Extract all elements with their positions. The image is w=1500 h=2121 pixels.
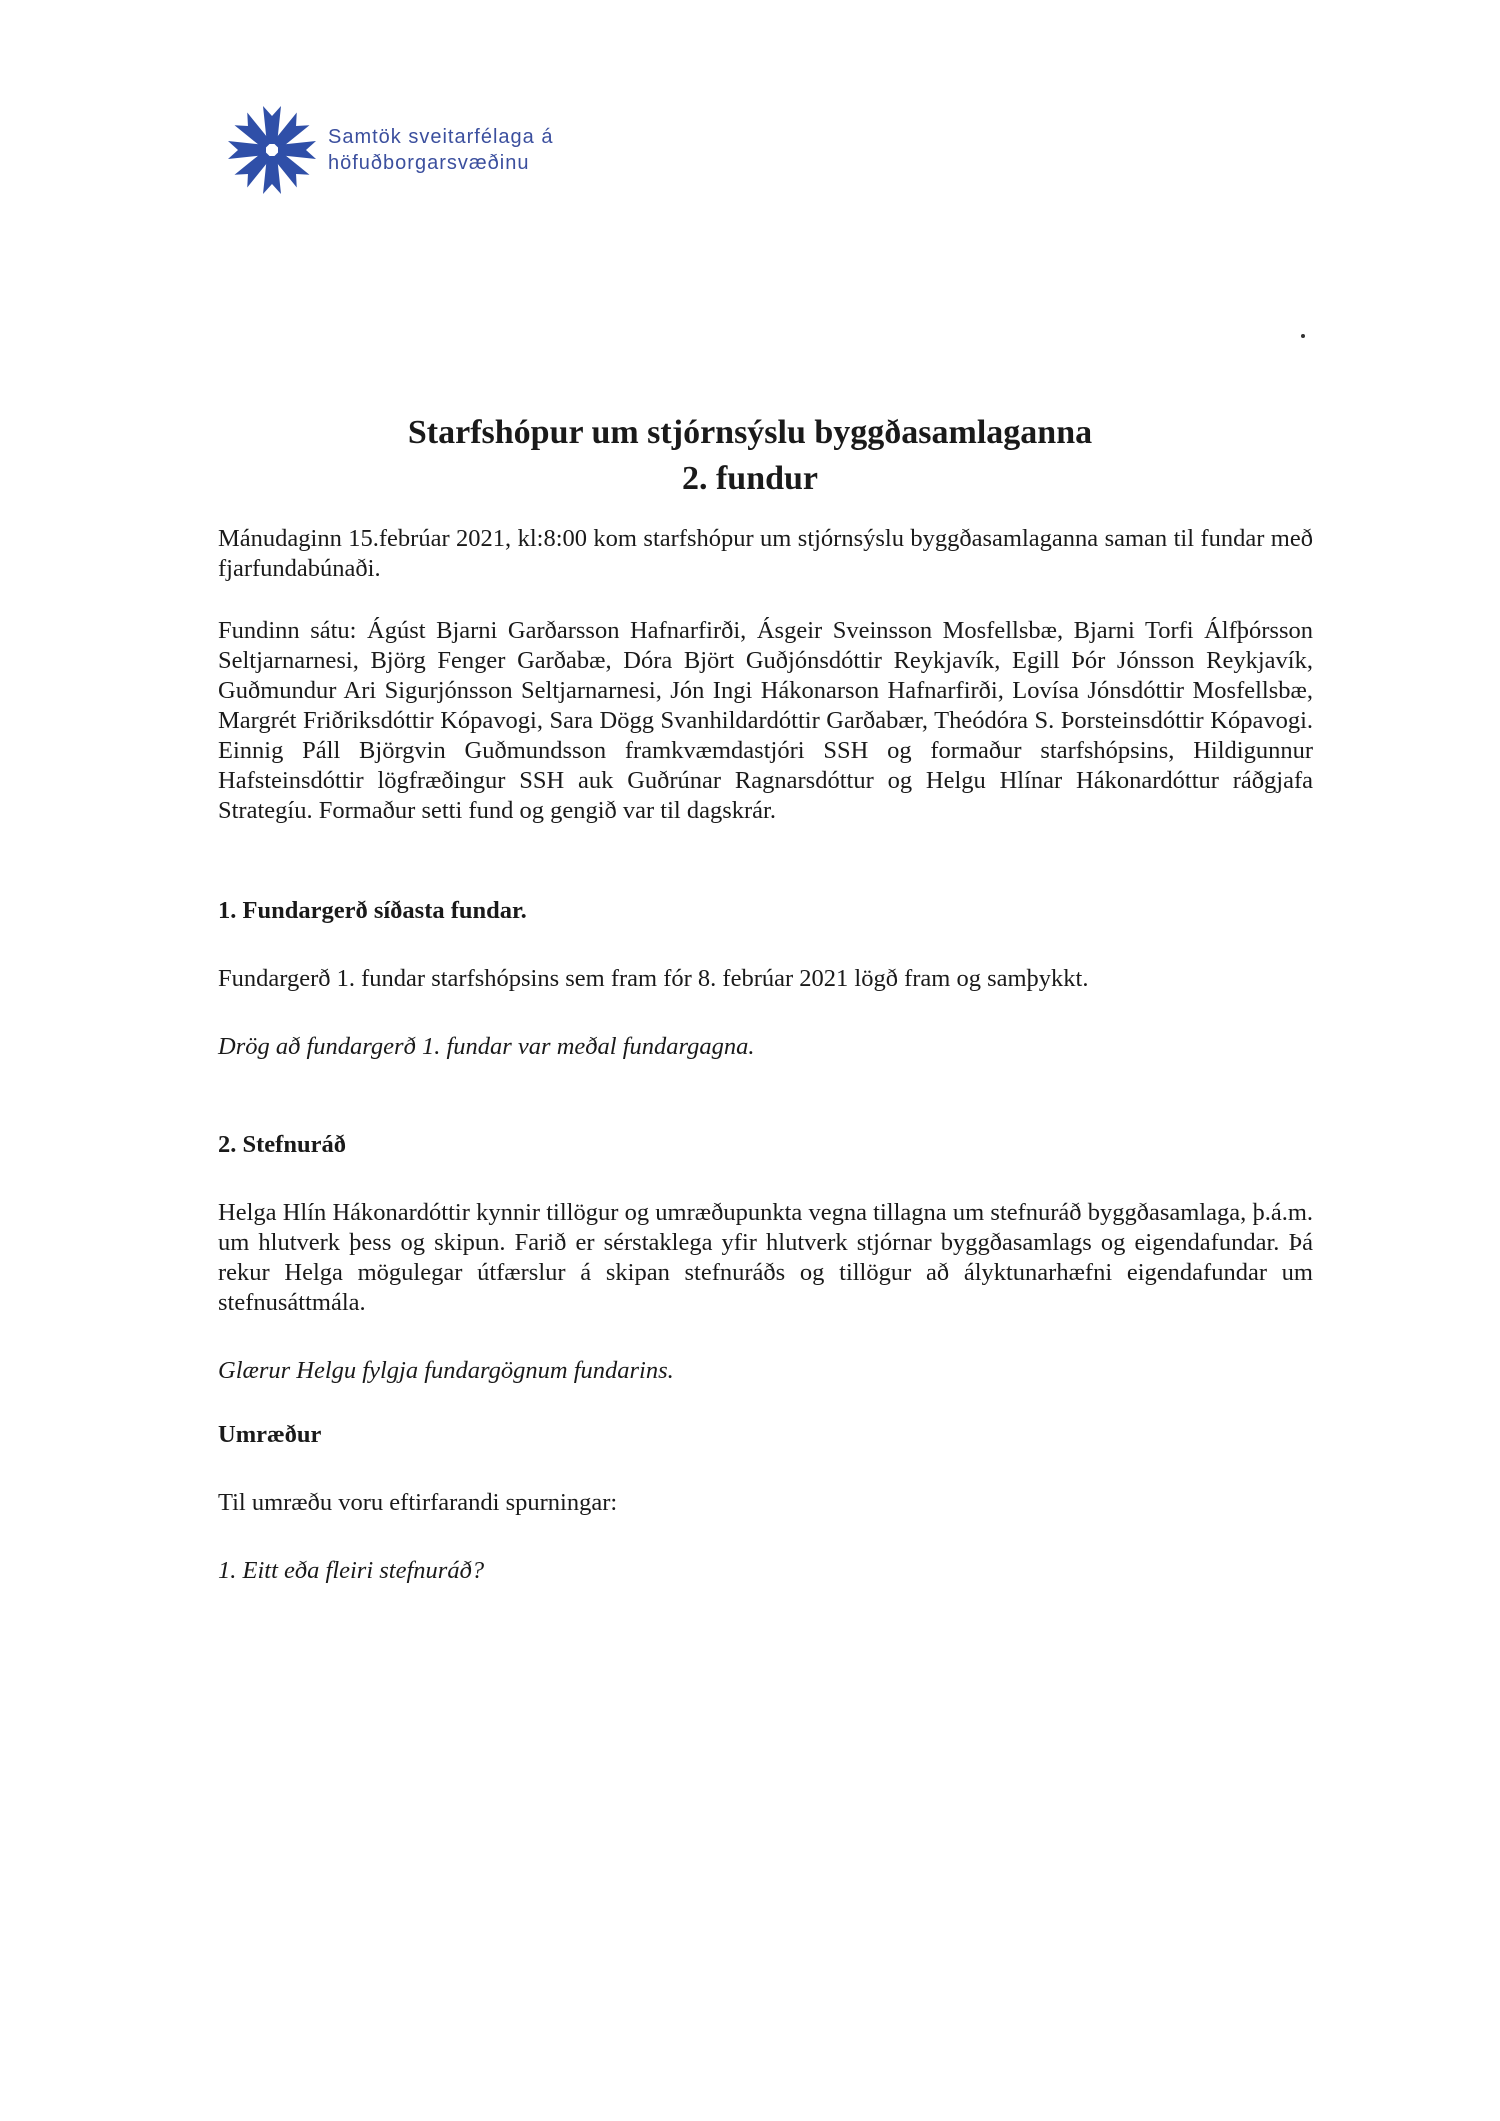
title-line2: 2. fundur (681, 460, 819, 497)
section2-note: Glærur Helgu fylgja fundargögnum fundarins. (218, 1357, 674, 1384)
section1-text: Fundargerð 1. fundar starfshópsins sem fram fór 8. febrúar 2021 lögð fram og samþykkt. (218, 965, 1089, 992)
org-name (328, 124, 553, 176)
org-logo (222, 100, 553, 200)
document-body (218, 524, 1313, 1586)
org-name-line1: Samtök sveitarfélaga á (328, 126, 554, 148)
question-item: 1. Eitt eða fleiri stefnuráð? (218, 1557, 485, 1584)
section2-text: Helga Hlín Hákonardóttir kynnir tillögur og umræðupunkta vegna tillagna um stefnuráð byggðasamlaga, þ.á.m. um hlutverk þess og skipun. Farið er sérstaklega yfir hlutverk stjórnar byggðasamlags og eigendafundar. Þá rekur Helga mögulegar útfærslur á skipan stefnuráðs og tillögur að ályktunarhæfni eigendafundar um stefnusáttmála. (218, 1199, 1313, 1316)
snowflake-logo-icon (222, 100, 322, 200)
title-line1: Starfshópur um stjórnsýslu byggðasamlaganna (407, 414, 1093, 451)
intro-paragraph: Mánudaginn 15.febrúar 2021, kl:8:00 kom starfshópur um stjórnsýslu byggðasamlaganna saman til fundar með fjarfundabúnaði. (218, 525, 1313, 582)
discussion-heading: Umræður (218, 1421, 322, 1448)
scan-speck (1301, 334, 1305, 338)
section2-heading: 2. Stefnuráð (218, 1131, 346, 1158)
section1-note: Drög að fundargerð 1. fundar var meðal fundargagna. (218, 1033, 755, 1060)
attendance-paragraph: Fundinn sátu: Ágúst Bjarni Garðarsson Hafnarfirði, Ásgeir Sveinsson Mosfellsbæ, Bjarni Torfi Álfþórsson Seltjarnarnesi, Björg Fenger Garðabæ, Dóra Björt Guðjónsdóttir Reykjavík, Egill Þór Jónsson Reykjavík, Guðmundur Ari Sigurjónsson Seltjarnarnesi, Jón Ingi Hákonarson Hafnarfirði, Lovísa Jónsdóttir Mosfellsbæ, Margrét Friðriksdóttir Kópavogi, Sara Dögg Svanhildardóttir Garðabær, Theódóra S. Þorsteinsdóttir Kópavogi. Einnig Páll Björgvin Guðmundsson framkvæmdastjóri SSH og formaður starfshópsins, Hildigunnur Hafsteinsdóttir lögfræðingur SSH auk Guðrúnar Ragnarsdóttur og Helgu Hlínar Hákonardóttur ráðgjafa Strategíu. Formaður setti fund og gengið var til dagskrár. (218, 617, 1313, 824)
org-name-line2: höfuðborgarsvæðinu (328, 152, 530, 174)
document-title (0, 410, 1500, 502)
discussion-intro: Til umræðu voru eftirfarandi spurningar: (218, 1489, 618, 1516)
section1-heading: 1. Fundargerð síðasta fundar. (218, 897, 527, 924)
